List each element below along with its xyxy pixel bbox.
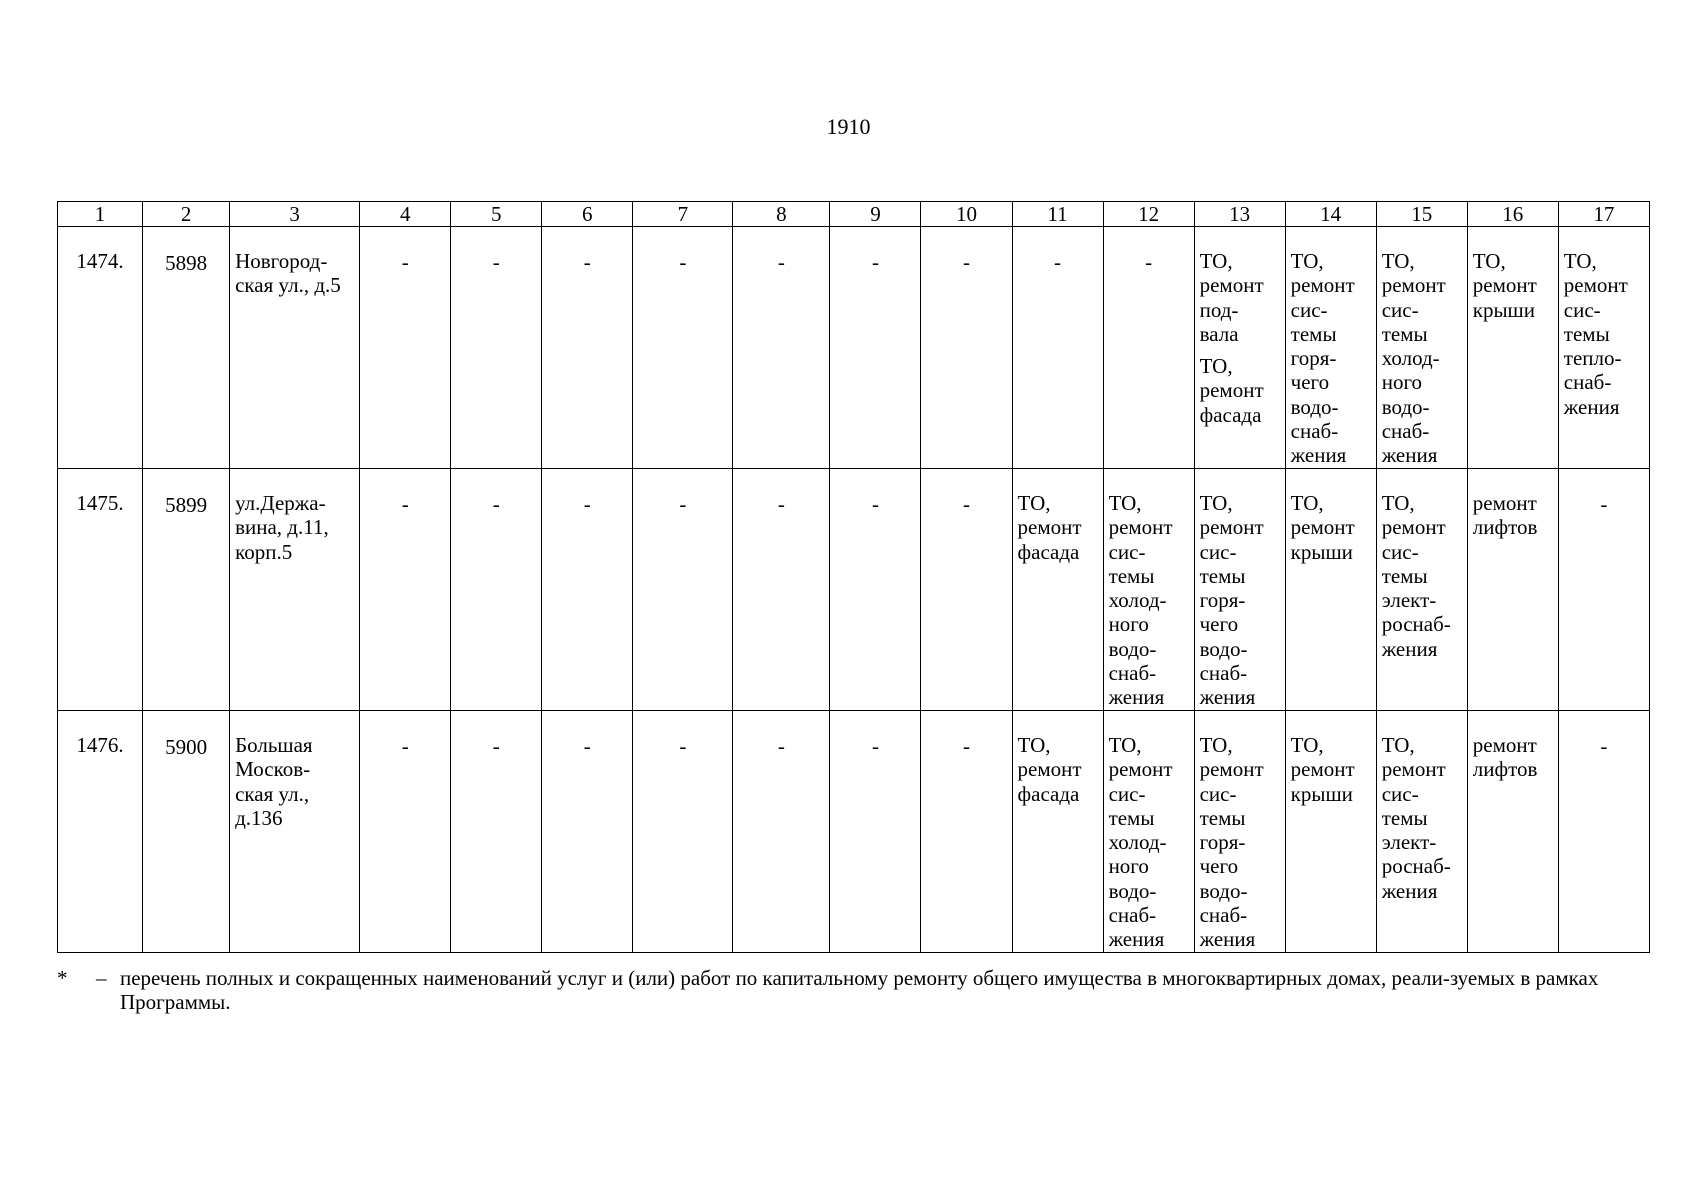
work-text: снаб- [1199,903,1248,928]
table-row [58,227,1650,469]
building-id: 5898 [143,227,230,469]
address-cell [230,711,360,953]
empty-work-cell [921,227,1012,469]
row-number: 1475. [58,469,143,711]
empty-work-cell [1012,227,1103,469]
address-line: д.136 [235,805,283,830]
address-line: ул.Держа- [235,491,326,515]
work-text: ремонт [1290,273,1355,298]
column-header-6: 6 [542,202,633,227]
work-text: темы [1108,805,1155,830]
work-text: лифтов [1472,515,1538,540]
table-body [58,227,1650,953]
work-text: ремонт [1199,273,1264,298]
work-text: фасада [1199,402,1262,427]
work-text: ремонт [1108,515,1173,540]
work-text: ремонт [1472,491,1537,515]
work-text: - [871,250,879,274]
work-text: ремонт [1017,515,1082,540]
work-text: - [962,734,970,758]
row-number: 1476. [58,711,143,953]
work-cell [1285,711,1376,953]
work-text: водо- [1199,636,1248,661]
work-text: ТО, [1381,733,1415,757]
address-line: Новгород- [235,249,328,273]
work-text: ТО, [1199,249,1233,273]
work-text: - [871,734,879,758]
work-text: горя- [1199,830,1246,855]
column-header-2: 2 [143,202,230,227]
work-text: снаб- [1108,661,1157,686]
table-header-row [58,202,1650,227]
empty-work-cell [830,711,921,953]
address-line: корп.5 [235,539,293,564]
work-text: роснаб- [1381,854,1451,879]
work-text: водо- [1108,878,1157,903]
work-cell [1285,469,1376,711]
work-text: ТО, [1199,354,1233,379]
empty-work-cell [542,711,633,953]
work-text: - [777,250,785,274]
repair-schedule-table [57,201,1650,953]
work-text: ремонт [1199,378,1264,403]
address-cell [230,227,360,469]
empty-work-cell [451,227,542,469]
work-cell [1467,469,1558,711]
work-text: чего [1199,612,1239,637]
empty-work-cell [360,227,451,469]
work-text: ного [1108,612,1149,637]
empty-work-cell [451,711,542,953]
work-text: горя- [1290,346,1337,371]
work-text: - [679,250,687,274]
work-text: чего [1290,370,1330,395]
work-text: холод- [1108,588,1167,613]
work-text: ТО, [1017,491,1051,515]
work-text: водо- [1199,878,1248,903]
work-text: - [1600,492,1608,516]
empty-work-cell [360,469,451,711]
empty-work-cell [633,227,733,469]
column-header-3: 3 [230,202,360,227]
work-cell [1467,711,1558,953]
address-line: Москов- [235,757,311,782]
work-text: ремонт [1199,515,1264,540]
work-text: крыши [1290,781,1353,806]
work-text: темы [1381,805,1428,830]
address-cell [230,469,360,711]
work-text: ТО, [1381,249,1415,273]
work-text: ремонт [1472,733,1537,757]
work-text: жения [1290,443,1347,468]
work-text: - [1145,250,1153,274]
work-cell [1194,711,1285,953]
work-text: темы [1290,321,1337,346]
work-text: - [679,492,687,516]
column-header-13: 13 [1194,202,1285,227]
empty-work-cell [733,711,830,953]
work-text: снаб- [1381,419,1430,444]
column-header-10: 10 [921,202,1012,227]
work-text: жения [1199,927,1256,952]
work-text: вала [1199,321,1239,346]
column-header-7: 7 [633,202,733,227]
work-cell [1558,227,1649,469]
column-header-1: 1 [58,202,143,227]
column-header-16: 16 [1467,202,1558,227]
work-text: тепло- [1563,346,1622,371]
work-text: ТО, [1290,491,1324,515]
empty-work-cell [1103,227,1194,469]
work-text: фасада [1017,539,1080,564]
work-text: ТО, [1472,249,1506,273]
work-text: ного [1381,370,1423,395]
work-text: сис- [1199,539,1237,564]
work-text: жения [1563,394,1620,419]
work-text: ремонт [1108,757,1173,782]
empty-work-cell [733,469,830,711]
work-text: - [1600,734,1608,758]
work-text: ремонт [1290,757,1355,782]
work-text: темы [1563,321,1610,346]
work-text: ремонт [1381,273,1446,298]
work-text: ТО, [1108,733,1142,757]
work-text: ремонт [1472,273,1537,298]
page-number: 1910 [826,114,871,139]
column-header-12: 12 [1103,202,1194,227]
work-text: - [777,492,785,516]
work-text: фасада [1017,781,1080,806]
work-text: сис- [1381,297,1419,322]
work-text: ТО, [1290,733,1324,757]
work-text: сис- [1199,781,1237,806]
work-text: - [492,250,500,274]
work-text: ремонт [1199,757,1264,782]
address-line: ская ул., д.5 [235,273,341,298]
work-text: крыши [1290,539,1353,564]
work-text: - [583,734,591,758]
empty-work-cell [830,469,921,711]
work-text: ного [1108,854,1149,879]
work-text: сис- [1381,539,1419,564]
work-text: - [492,734,500,758]
work-cell [1285,227,1376,469]
address-line: Большая [235,733,313,757]
column-header-11: 11 [1012,202,1103,227]
column-header-14: 14 [1285,202,1376,227]
work-cell [1467,227,1558,469]
work-cell [1194,227,1285,469]
work-text: холод- [1381,346,1440,371]
empty-work-cell [542,469,633,711]
work-cell [1376,469,1467,711]
address-line: ская ул., [235,781,310,806]
work-text: ТО, [1381,491,1415,515]
work-cell [1012,469,1103,711]
empty-work-cell [921,469,1012,711]
building-id: 5900 [143,711,230,953]
work-text: ремонт [1381,757,1446,782]
work-text: жения [1108,927,1165,952]
work-cell [1194,469,1285,711]
work-text: - [401,492,409,516]
building-id: 5899 [143,469,230,711]
work-text: ремонт [1290,515,1355,540]
work-text: ТО, [1199,733,1233,757]
work-text: - [1054,250,1062,274]
work-text: сис- [1381,781,1419,806]
empty-work-cell [360,711,451,953]
column-header-5: 5 [451,202,542,227]
work-cell [1376,711,1467,953]
work-text: лифтов [1472,757,1538,782]
work-text: жения [1381,443,1438,468]
address-line: вина, д.11, [235,515,329,540]
work-text: сис- [1563,297,1601,322]
work-text: снаб- [1563,370,1612,395]
work-text: под- [1199,297,1239,322]
work-text: холод- [1108,830,1167,855]
work-text: - [871,492,879,516]
empty-work-cell [1558,469,1649,711]
empty-work-cell [451,469,542,711]
work-text: темы [1199,805,1246,830]
empty-work-cell [733,227,830,469]
work-text: чего [1199,854,1239,879]
work-text: темы [1381,321,1428,346]
work-text: сис- [1108,539,1146,564]
work-text: снаб- [1199,661,1248,686]
work-text: жения [1108,685,1165,710]
work-text: водо- [1381,394,1430,419]
work-cell [1012,711,1103,953]
work-text: снаб- [1108,903,1157,928]
work-text: роснаб- [1381,612,1451,637]
work-text: - [679,734,687,758]
column-header-8: 8 [733,202,830,227]
column-header-9: 9 [830,202,921,227]
work-text: крыши [1472,297,1535,322]
work-text: темы [1199,563,1246,588]
work-text: - [583,250,591,274]
work-text: - [583,492,591,516]
work-text: ТО, [1199,491,1233,515]
work-text: темы [1108,563,1155,588]
table-row [58,711,1650,953]
footnote-text: перечень полных и сокращенных наименований услуг и (или) работ по капитальному ремонту общего имущества в многоквартирных домах, реали-зуемых в рамках Программы. [120,966,1599,1014]
work-text: ремонт [1017,757,1082,782]
work-text: жения [1381,636,1438,661]
empty-work-cell [921,711,1012,953]
work-text: - [962,492,970,516]
work-cell [1103,711,1194,953]
work-text: жения [1199,685,1256,710]
empty-work-cell [633,469,733,711]
work-text: - [962,250,970,274]
work-cell [1376,227,1467,469]
footnote-marker: * [57,966,68,990]
work-text: ТО, [1017,733,1051,757]
empty-work-cell [1558,711,1649,953]
empty-work-cell [830,227,921,469]
work-text: - [777,734,785,758]
column-header-4: 4 [360,202,451,227]
block-gap [1200,346,1283,354]
work-text: горя- [1199,588,1246,613]
column-header-17: 17 [1558,202,1649,227]
work-text: снаб- [1290,419,1339,444]
work-text: сис- [1290,297,1328,322]
work-text: жения [1381,878,1438,903]
column-header-15: 15 [1376,202,1467,227]
work-text: ремонт [1563,273,1628,298]
work-text: водо- [1108,636,1157,661]
footnote [57,966,1657,1014]
work-text: - [401,734,409,758]
work-text: элект- [1381,588,1437,613]
work-text: темы [1381,563,1428,588]
work-text: - [401,250,409,274]
empty-work-cell [633,711,733,953]
row-number: 1474. [58,227,143,469]
work-text: водо- [1290,394,1339,419]
work-text: ТО, [1563,249,1597,273]
footnote-dash: – [96,966,107,990]
work-text: - [492,492,500,516]
work-text: сис- [1108,781,1146,806]
work-text: ТО, [1108,491,1142,515]
work-text: ремонт [1381,515,1446,540]
work-text: ТО, [1290,249,1324,273]
work-cell [1103,469,1194,711]
work-text: элект- [1381,830,1437,855]
empty-work-cell [542,227,633,469]
table-row [58,469,1650,711]
